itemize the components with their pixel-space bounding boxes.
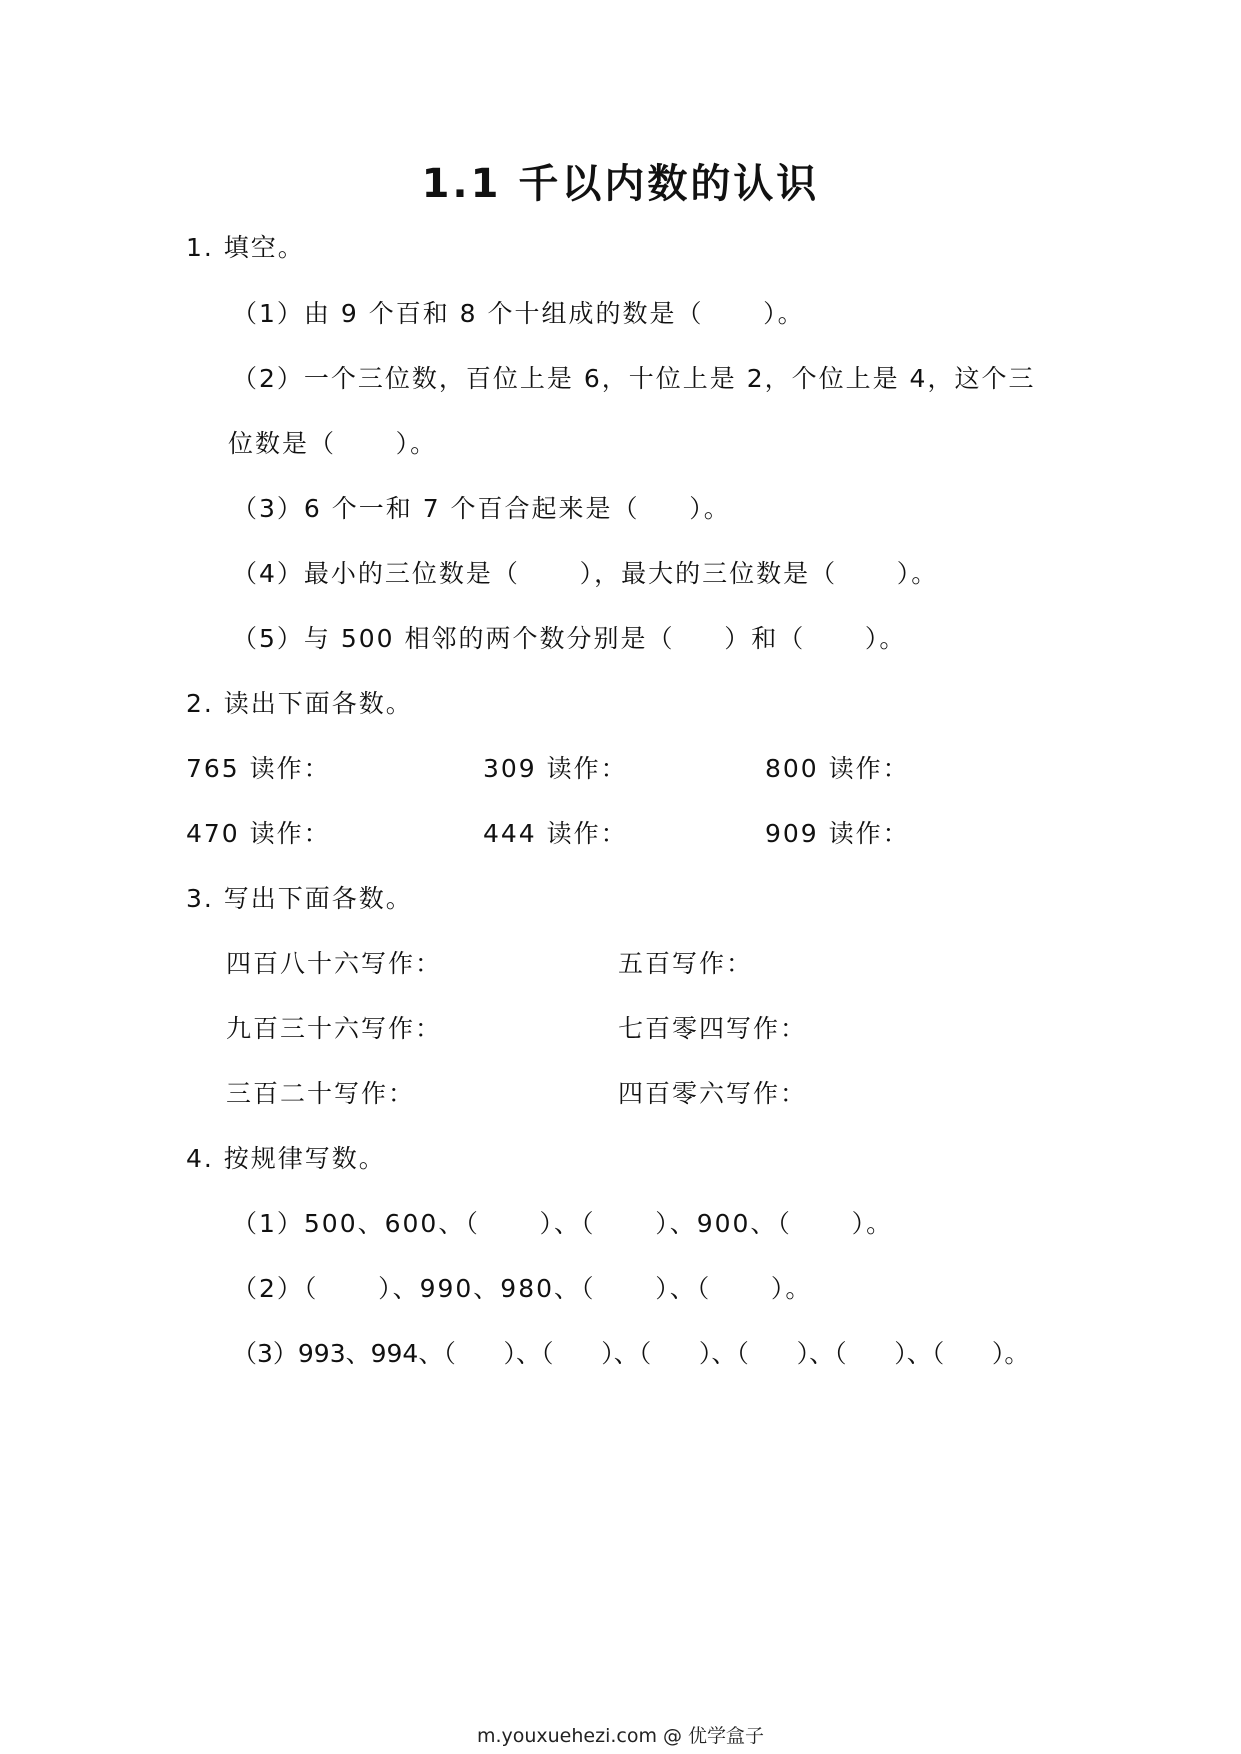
read-444: 444 读作： [483, 819, 628, 848]
write-486: 四百八十六写作： [226, 949, 443, 978]
read-309: 309 读作： [483, 754, 628, 783]
read-470: 470 读作： [186, 819, 331, 848]
read-765: 765 读作： [186, 754, 331, 783]
section-4-item-1: （1）500、600、（ ）、（ ）、900、（ ）。 [232, 1209, 894, 1238]
write-936: 九百三十六写作： [226, 1014, 443, 1043]
section-1-item-2-continued: 位数是（ ）。 [228, 429, 438, 458]
section-4-heading: 4. 按规律写数。 [186, 1144, 386, 1173]
section-1-heading: 1. 填空。 [186, 233, 305, 262]
section-3-heading: 3. 写出下面各数。 [186, 884, 413, 913]
page-title: 1.1 千以内数的认识 [421, 161, 820, 207]
write-500: 五百写作： [618, 949, 754, 978]
write-406: 四百零六写作： [618, 1079, 808, 1108]
section-1-item-3: （3）6 个一和 7 个百合起来是（ ）。 [232, 494, 731, 523]
read-800: 800 读作： [765, 754, 910, 783]
section-1-item-2: （2）一个三位数，百位上是 6，十位上是 2，个位上是 4，这个三 [232, 364, 1036, 393]
section-4-item-3: （3）993、994、（ ）、（ ）、（ ）、（ ）、（ ）、（ ）。 [232, 1339, 1030, 1368]
footer-watermark: m.youxuehezi.com @ 优学盒子 [476, 1725, 765, 1747]
write-320: 三百二十写作： [226, 1079, 416, 1108]
section-1-item-4: （4）最小的三位数是（ ），最大的三位数是（ ）。 [232, 559, 939, 588]
write-704: 七百零四写作： [618, 1014, 808, 1043]
section-1-item-5: （5）与 500 相邻的两个数分别是（ ）和（ ）。 [232, 624, 907, 653]
section-4-item-2: （2）（ ）、990、980、（ ）、（ ）。 [232, 1274, 813, 1303]
read-909: 909 读作： [765, 819, 910, 848]
section-1-item-1: （1）由 9 个百和 8 个十组成的数是（ ）。 [232, 299, 805, 328]
section-2-heading: 2. 读出下面各数。 [186, 689, 413, 718]
